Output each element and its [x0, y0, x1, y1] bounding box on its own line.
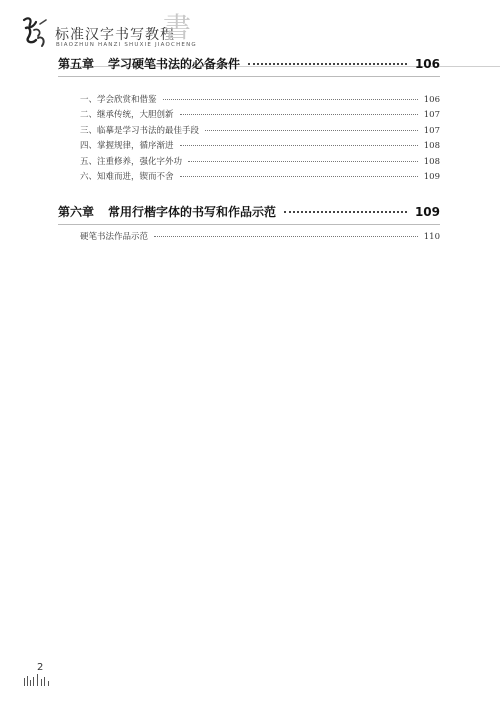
seal-character: 書 [163, 11, 192, 44]
dot-leader [180, 176, 418, 177]
page-footer [24, 662, 84, 686]
bars-decoration-icon [24, 674, 64, 686]
section-row[interactable] [80, 170, 440, 185]
chapter-block-6 [58, 203, 440, 245]
chapter-number: 第五章 [58, 57, 95, 71]
table-of-contents [58, 55, 440, 246]
chapter-title: 常用行楷字体的书写和作品示范 [108, 205, 277, 220]
section-page-number: 106 [423, 95, 440, 105]
chapter-divider [58, 224, 440, 225]
section-row[interactable] [80, 230, 440, 245]
section-page-number: 107 [423, 125, 440, 136]
section-title: 二、继承传统，大胆创新 [80, 110, 174, 121]
chapter-number: 第六章 [58, 205, 95, 220]
chapter-row[interactable] [58, 203, 440, 221]
section-title: 硬笔书法作品示范 [80, 232, 149, 243]
section-row[interactable] [80, 155, 440, 170]
chapter-page-number: 109 [414, 205, 440, 220]
section-row[interactable] [80, 108, 440, 123]
chapter-page-number: 106 [414, 57, 440, 71]
dot-leader [248, 63, 407, 65]
section-list [80, 93, 440, 185]
chapter-block-5 [58, 55, 440, 185]
section-row[interactable] [80, 139, 440, 154]
dot-leader [284, 211, 407, 213]
footer-page-number: 2 [37, 662, 44, 673]
section-page-number: 108 [423, 156, 440, 167]
book-title: 标准汉字书写教程 [55, 27, 175, 43]
section-row[interactable] [80, 124, 440, 139]
section-page-number: 107 [423, 110, 440, 121]
section-title: 三、临摹是学习书法的最佳手段 [80, 125, 200, 136]
dot-leader [154, 236, 418, 237]
section-title: 六、知难而进，锲而不舍 [80, 171, 174, 182]
section-page-number: 109 [423, 171, 440, 182]
chapter-title: 学习硬笔书法的必备条件 [108, 57, 241, 71]
dot-leader [180, 145, 418, 146]
section-list [80, 230, 440, 245]
book-subtitle-pinyin: BIAOZHUN HANZI SHUXIE JIAOCHENG [56, 42, 197, 48]
dot-leader [163, 99, 418, 100]
dot-leader [180, 114, 418, 115]
section-row[interactable] [80, 93, 440, 108]
section-page-number: 108 [423, 141, 440, 152]
section-page-number: 110 [423, 232, 440, 243]
chapter-row[interactable] [58, 55, 440, 73]
section-title: 四、掌握规律，循序渐进 [80, 141, 174, 152]
section-title: 五、注重修养，强化字外功 [80, 156, 183, 167]
dot-leader [188, 161, 418, 162]
calligraphy-logo-icon [20, 14, 54, 48]
chapter-divider [58, 76, 440, 77]
dot-leader [205, 130, 418, 131]
section-title: 一、学会欣赏和借鉴 [80, 95, 157, 105]
page-header [20, 11, 480, 54]
